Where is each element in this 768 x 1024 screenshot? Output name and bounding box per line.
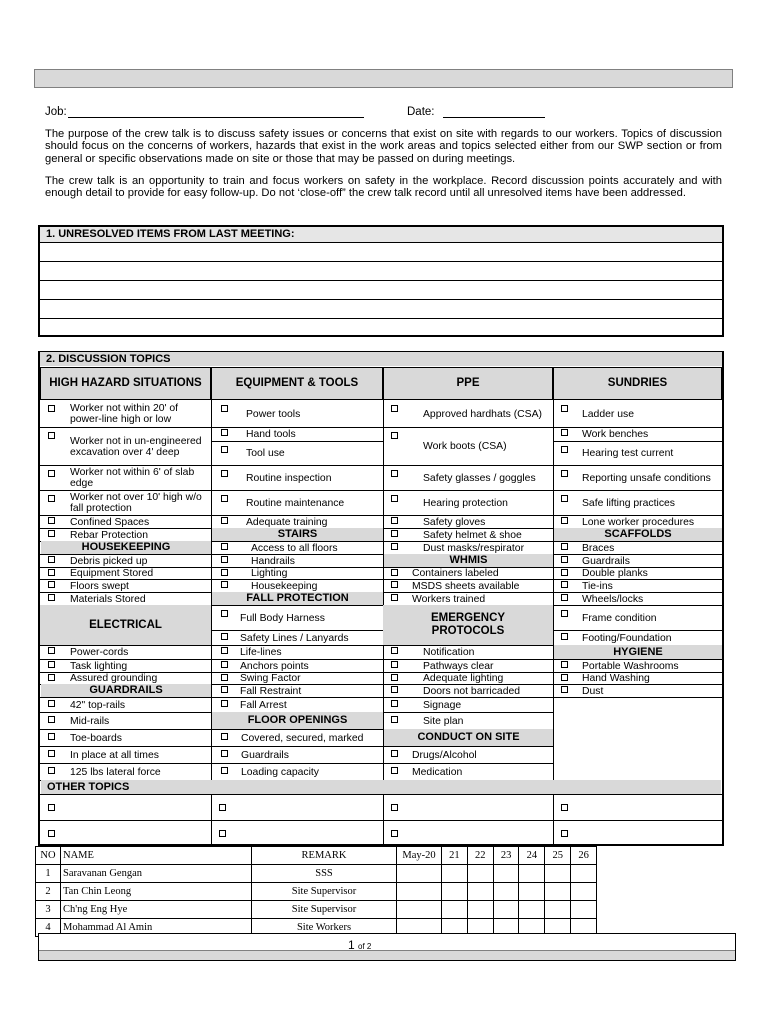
form-title-bar: [34, 69, 733, 88]
checkbox[interactable]: [221, 517, 228, 524]
topic-item: Task lighting: [70, 660, 128, 672]
checkbox[interactable]: [561, 405, 568, 412]
checkbox[interactable]: [391, 686, 398, 693]
checkbox[interactable]: [391, 594, 398, 601]
subheader-conduct: CONDUCT ON SITE: [384, 729, 553, 746]
topic-item: Routine maintenance: [246, 497, 345, 509]
topic-item: Approved hardhats (CSA): [423, 408, 542, 420]
topic-item: Power tools: [246, 408, 301, 420]
checkbox[interactable]: [221, 470, 228, 477]
checkbox[interactable]: [221, 543, 228, 550]
checkbox[interactable]: [561, 429, 568, 436]
checkbox[interactable]: [561, 610, 568, 617]
sign-cell[interactable]: [493, 865, 519, 883]
topic-item: Workers trained: [412, 593, 486, 605]
checkbox[interactable]: [391, 661, 398, 668]
row-no: 3: [36, 901, 61, 919]
unresolved-line[interactable]: [40, 262, 722, 281]
row-remark: SSS: [252, 865, 397, 883]
sign-cell[interactable]: [442, 883, 468, 901]
topic-item: Access to all floors: [251, 542, 338, 554]
subheader-fall-protection: FALL PROTECTION: [212, 592, 383, 605]
checkbox[interactable]: [48, 530, 55, 537]
topic-item: Full Body Harness: [240, 612, 325, 624]
grid-line: [40, 794, 722, 795]
topic-item: Adequate training: [246, 516, 328, 528]
sign-cell[interactable]: [397, 883, 442, 901]
sign-cell[interactable]: [467, 865, 493, 883]
topic-item: Dust: [582, 685, 604, 697]
topic-item: Floors swept: [70, 580, 129, 592]
checkbox[interactable]: [221, 610, 228, 617]
checkbox[interactable]: [561, 686, 568, 693]
topic-item: Reporting unsafe conditions: [582, 472, 711, 484]
checkbox[interactable]: [561, 470, 568, 477]
unresolved-items-section: [38, 225, 724, 337]
checkbox[interactable]: [48, 674, 55, 681]
checkbox[interactable]: [391, 495, 398, 502]
topic-item: Footing/Foundation: [582, 632, 672, 644]
subheader-guardrails: GUARDRAILS: [41, 684, 211, 697]
topic-item: Dust masks/respirator: [423, 542, 525, 554]
checkbox[interactable]: [561, 517, 568, 524]
unresolved-line[interactable]: [40, 281, 722, 300]
sign-cell[interactable]: [519, 883, 545, 901]
topic-item: Pathways clear: [423, 660, 494, 672]
topic-item: Fall Arrest: [240, 699, 287, 711]
topic-item: Loading capacity: [241, 766, 319, 778]
topic-item: Medication: [412, 766, 463, 778]
checkbox[interactable]: [221, 446, 228, 453]
sign-cell[interactable]: [442, 865, 468, 883]
topic-item: Adequate lighting: [423, 673, 504, 684]
topic-item: Work benches: [582, 429, 649, 440]
other-topic-checkbox[interactable]: [219, 804, 226, 811]
job-field[interactable]: [68, 105, 364, 118]
subheader-floor-openings: FLOOR OPENINGS: [212, 712, 383, 729]
col-header-equipment: EQUIPMENT & TOOLS: [211, 367, 383, 400]
sign-cell[interactable]: [467, 883, 493, 901]
topic-item: 125 lbs lateral force: [70, 766, 161, 778]
topic-item: Double planks: [582, 568, 648, 579]
topic-item: Safety Lines / Lanyards: [240, 632, 349, 644]
topic-item: Work boots (CSA): [423, 441, 507, 452]
topic-item: Mid-rails: [70, 715, 110, 727]
checkbox[interactable]: [391, 581, 398, 588]
topic-item: Signage: [423, 699, 462, 711]
checkbox[interactable]: [48, 647, 55, 654]
attendance-row: [36, 901, 597, 919]
checkbox[interactable]: [561, 633, 568, 640]
checkbox[interactable]: [221, 733, 228, 740]
topic-item: Safe lifting practices: [582, 497, 675, 509]
col-date-1: 21: [442, 847, 468, 865]
checkbox[interactable]: [391, 432, 398, 439]
grid-line: [40, 820, 722, 821]
sign-cell[interactable]: [571, 865, 597, 883]
checkbox[interactable]: [48, 661, 55, 668]
checkbox[interactable]: [48, 581, 55, 588]
topic-item: Equipment Stored: [70, 568, 154, 579]
topic-item: Worker not within 6' of slab edge: [70, 467, 195, 489]
checkbox[interactable]: [391, 647, 398, 654]
checkbox[interactable]: [48, 700, 55, 707]
other-topic-checkbox[interactable]: [561, 830, 568, 837]
checkbox[interactable]: [391, 543, 398, 550]
checkbox[interactable]: [561, 674, 568, 681]
checkbox[interactable]: [391, 470, 398, 477]
checkbox[interactable]: [561, 569, 568, 576]
topic-item: Notification: [423, 647, 475, 658]
topic-item: Guardrails: [582, 555, 630, 567]
topic-item: Rebar Protection: [70, 529, 148, 541]
checkbox[interactable]: [48, 405, 55, 412]
attendance-row: [36, 883, 597, 901]
sign-cell[interactable]: [545, 865, 571, 883]
job-label: Job:: [45, 106, 67, 118]
checkbox[interactable]: [48, 517, 55, 524]
sign-cell[interactable]: [493, 901, 519, 919]
topic-item: Tie-ins: [582, 580, 613, 592]
subheader-hygiene: HYGIENE: [554, 645, 722, 659]
other-topic-checkbox[interactable]: [48, 830, 55, 837]
topic-item: Debris picked up: [70, 555, 148, 567]
checkbox[interactable]: [221, 700, 228, 707]
attendance-row: [36, 865, 597, 883]
unresolved-line[interactable]: [40, 300, 722, 319]
topic-item: Worker not in un-engineered excavation over 4' deep: [70, 435, 202, 458]
checkbox[interactable]: [391, 517, 398, 524]
topic-item: 42" top-rails: [70, 699, 126, 711]
topic-item: Routine inspection: [246, 472, 332, 484]
topic-item: Covered, secured, marked: [241, 732, 364, 744]
checkbox[interactable]: [221, 674, 228, 681]
subheader-emergency: EMERGENCY PROTOCOLS: [383, 605, 553, 645]
subheader-scaffolds: SCAFFOLDS: [554, 528, 722, 541]
other-topic-checkbox[interactable]: [391, 804, 398, 811]
checkbox[interactable]: [561, 581, 568, 588]
col-name: NAME: [61, 847, 252, 865]
col-remark: REMARK: [252, 847, 397, 865]
col-header-ppe: PPE: [383, 367, 553, 400]
checkbox[interactable]: [221, 429, 228, 436]
sign-cell[interactable]: [545, 883, 571, 901]
checkbox[interactable]: [391, 569, 398, 576]
sign-cell[interactable]: [571, 901, 597, 919]
sign-cell[interactable]: [571, 883, 597, 901]
checkbox[interactable]: [48, 594, 55, 601]
col-date-0: May-20: [397, 847, 442, 865]
topic-item: Ladder use: [582, 408, 634, 420]
topic-item: Worker not over 10' high w/o fall protection: [70, 492, 202, 514]
row-remark: Site Supervisor: [252, 901, 397, 919]
topic-item: Safety gloves: [423, 516, 486, 528]
sign-cell[interactable]: [519, 901, 545, 919]
checkbox[interactable]: [561, 543, 568, 550]
checkbox[interactable]: [221, 495, 228, 502]
topic-item: Worker not within 20' of power-line high or low: [70, 403, 179, 425]
topic-item: Hand Washing: [582, 673, 650, 684]
checkbox[interactable]: [391, 767, 398, 774]
checkbox[interactable]: [561, 495, 568, 502]
unresolved-line[interactable]: [40, 243, 722, 262]
row-no: 2: [36, 883, 61, 901]
row-remark: Site Supervisor: [252, 883, 397, 901]
row-name: Mohammad Al Amin: [61, 919, 252, 937]
topic-item: Toe-boards: [70, 732, 122, 744]
checkbox[interactable]: [48, 569, 55, 576]
discussion-topics-title: 2. DISCUSSION TOPICS: [40, 352, 722, 366]
topic-item: Doors not barricaded: [423, 685, 521, 697]
checkbox[interactable]: [221, 767, 228, 774]
grid-line: [553, 697, 722, 698]
checkbox[interactable]: [48, 716, 55, 723]
checkbox[interactable]: [391, 674, 398, 681]
checkbox[interactable]: [48, 470, 55, 477]
other-topic-checkbox[interactable]: [561, 804, 568, 811]
page-of: of 2: [358, 942, 372, 951]
topic-item: Wheels/locks: [582, 593, 644, 605]
col-header-sundries: SUNDRIES: [553, 367, 722, 400]
topic-item: Portable Washrooms: [582, 660, 679, 672]
topic-item: Materials Stored: [70, 593, 146, 605]
date-label: Date:: [407, 106, 435, 118]
topic-item: Fall Restraint: [240, 685, 302, 697]
topic-item: Guardrails: [241, 749, 289, 761]
checkbox[interactable]: [391, 530, 398, 537]
checkbox[interactable]: [391, 716, 398, 723]
checkbox[interactable]: [48, 750, 55, 757]
checkbox[interactable]: [221, 569, 228, 576]
checkbox[interactable]: [221, 661, 228, 668]
intro-paragraph-2: The crew talk is an opportunity to train and focus workers on safety in the workplace. Record discussion points accurately and with enough detail to provide for easy follow-up. Do not ‘close-off” the crew talk record until all unresolved items have been addressed.: [45, 175, 722, 200]
checkbox[interactable]: [391, 750, 398, 757]
topic-item: Swing Factor: [240, 673, 301, 684]
other-topic-checkbox[interactable]: [219, 830, 226, 837]
checkbox[interactable]: [221, 686, 228, 693]
topic-item: Lone worker procedures: [582, 516, 695, 528]
topic-item: Handrails: [251, 555, 295, 567]
topic-item: Anchors points: [240, 660, 309, 672]
checkbox[interactable]: [48, 733, 55, 740]
row-name: Ch'ng Eng Hye: [61, 901, 252, 919]
col-date-2: 22: [467, 847, 493, 865]
topic-item: Hand tools: [246, 429, 296, 440]
row-name: Saravanan Gengan: [61, 865, 252, 883]
sign-cell[interactable]: [467, 901, 493, 919]
col-header-high-hazard: HIGH HAZARD SITUATIONS: [40, 367, 211, 400]
checkbox[interactable]: [48, 495, 55, 502]
page-number: [348, 938, 371, 952]
col-date-3: 23: [493, 847, 519, 865]
sign-cell[interactable]: [442, 901, 468, 919]
topic-item: Power-cords: [70, 647, 129, 658]
topic-item: Lighting: [251, 568, 288, 579]
topic-item: Containers labeled: [412, 568, 499, 579]
page-footer: [38, 933, 736, 961]
col-no: NO: [36, 847, 61, 865]
row-no: 4: [36, 919, 61, 937]
page-num: 1: [348, 938, 355, 952]
topic-item: Housekeeping: [251, 580, 318, 592]
unresolved-items-title: 1. UNRESOLVED ITEMS FROM LAST MEETING:: [40, 227, 722, 243]
subheader-housekeeping: HOUSEKEEPING: [41, 541, 211, 554]
checkbox[interactable]: [391, 405, 398, 412]
topic-item: Assured grounding: [70, 673, 158, 684]
other-topic-checkbox[interactable]: [48, 804, 55, 811]
checkbox[interactable]: [561, 661, 568, 668]
topic-item: MSDS sheets available: [412, 580, 520, 592]
checkbox[interactable]: [561, 446, 568, 453]
checkbox[interactable]: [221, 647, 228, 654]
intro-paragraph-1: The purpose of the crew talk is to discuss safety issues or concerns that exist on site with regards to our workers. Topics of discussion should focus on the concerns of workers, hazards that exist in the work areas and topics selected either from our SWP section or from general or specific observations made on site or those that may be passed on during meetings.: [45, 128, 722, 165]
col-date-4: 24: [519, 847, 545, 865]
checkbox[interactable]: [221, 556, 228, 563]
topic-item: Hearing protection: [423, 497, 508, 509]
topic-item: Tool use: [246, 448, 285, 459]
row-name: Tan Chin Leong: [61, 883, 252, 901]
other-topic-checkbox[interactable]: [391, 830, 398, 837]
checkbox[interactable]: [221, 750, 228, 757]
topic-item: Safety glasses / goggles: [423, 472, 536, 484]
sign-cell[interactable]: [397, 865, 442, 883]
topic-item: Braces: [582, 542, 615, 554]
checkbox[interactable]: [48, 767, 55, 774]
checkbox[interactable]: [221, 581, 228, 588]
sign-cell[interactable]: [545, 901, 571, 919]
subheader-whmis: WHMIS: [384, 554, 553, 567]
subheader-other-topics: OTHER TOPICS: [41, 780, 721, 794]
subheader-stairs: STAIRS: [212, 528, 383, 541]
checkbox[interactable]: [48, 432, 55, 439]
row-remark: Site Workers: [252, 919, 397, 937]
topic-item: Life-lines: [240, 647, 282, 658]
unresolved-line[interactable]: [40, 319, 722, 337]
topic-item: Safety helmet & shoe: [423, 529, 522, 541]
topic-item: Drugs/Alcohol: [412, 749, 477, 761]
subheader-electrical: ELECTRICAL: [40, 605, 211, 645]
checkbox[interactable]: [561, 556, 568, 563]
checkbox[interactable]: [48, 556, 55, 563]
topic-item: In place at all times: [70, 749, 159, 761]
checkbox[interactable]: [561, 594, 568, 601]
row-no: 1: [36, 865, 61, 883]
sign-cell[interactable]: [397, 901, 442, 919]
attendance-header-row: [36, 847, 597, 865]
attendance-table: [35, 846, 597, 937]
topic-item: Hearing test current: [582, 448, 674, 459]
topic-item: Confined Spaces: [70, 516, 150, 528]
topic-item: Frame condition: [582, 612, 657, 624]
col-date-6: 26: [571, 847, 597, 865]
checkbox[interactable]: [391, 700, 398, 707]
date-field[interactable]: [443, 105, 545, 118]
checkbox[interactable]: [221, 633, 228, 640]
footer-bar: [39, 950, 735, 960]
col-date-5: 25: [545, 847, 571, 865]
sign-cell[interactable]: [519, 865, 545, 883]
topic-item: Site plan: [423, 715, 464, 727]
checkbox[interactable]: [221, 405, 228, 412]
sign-cell[interactable]: [493, 883, 519, 901]
